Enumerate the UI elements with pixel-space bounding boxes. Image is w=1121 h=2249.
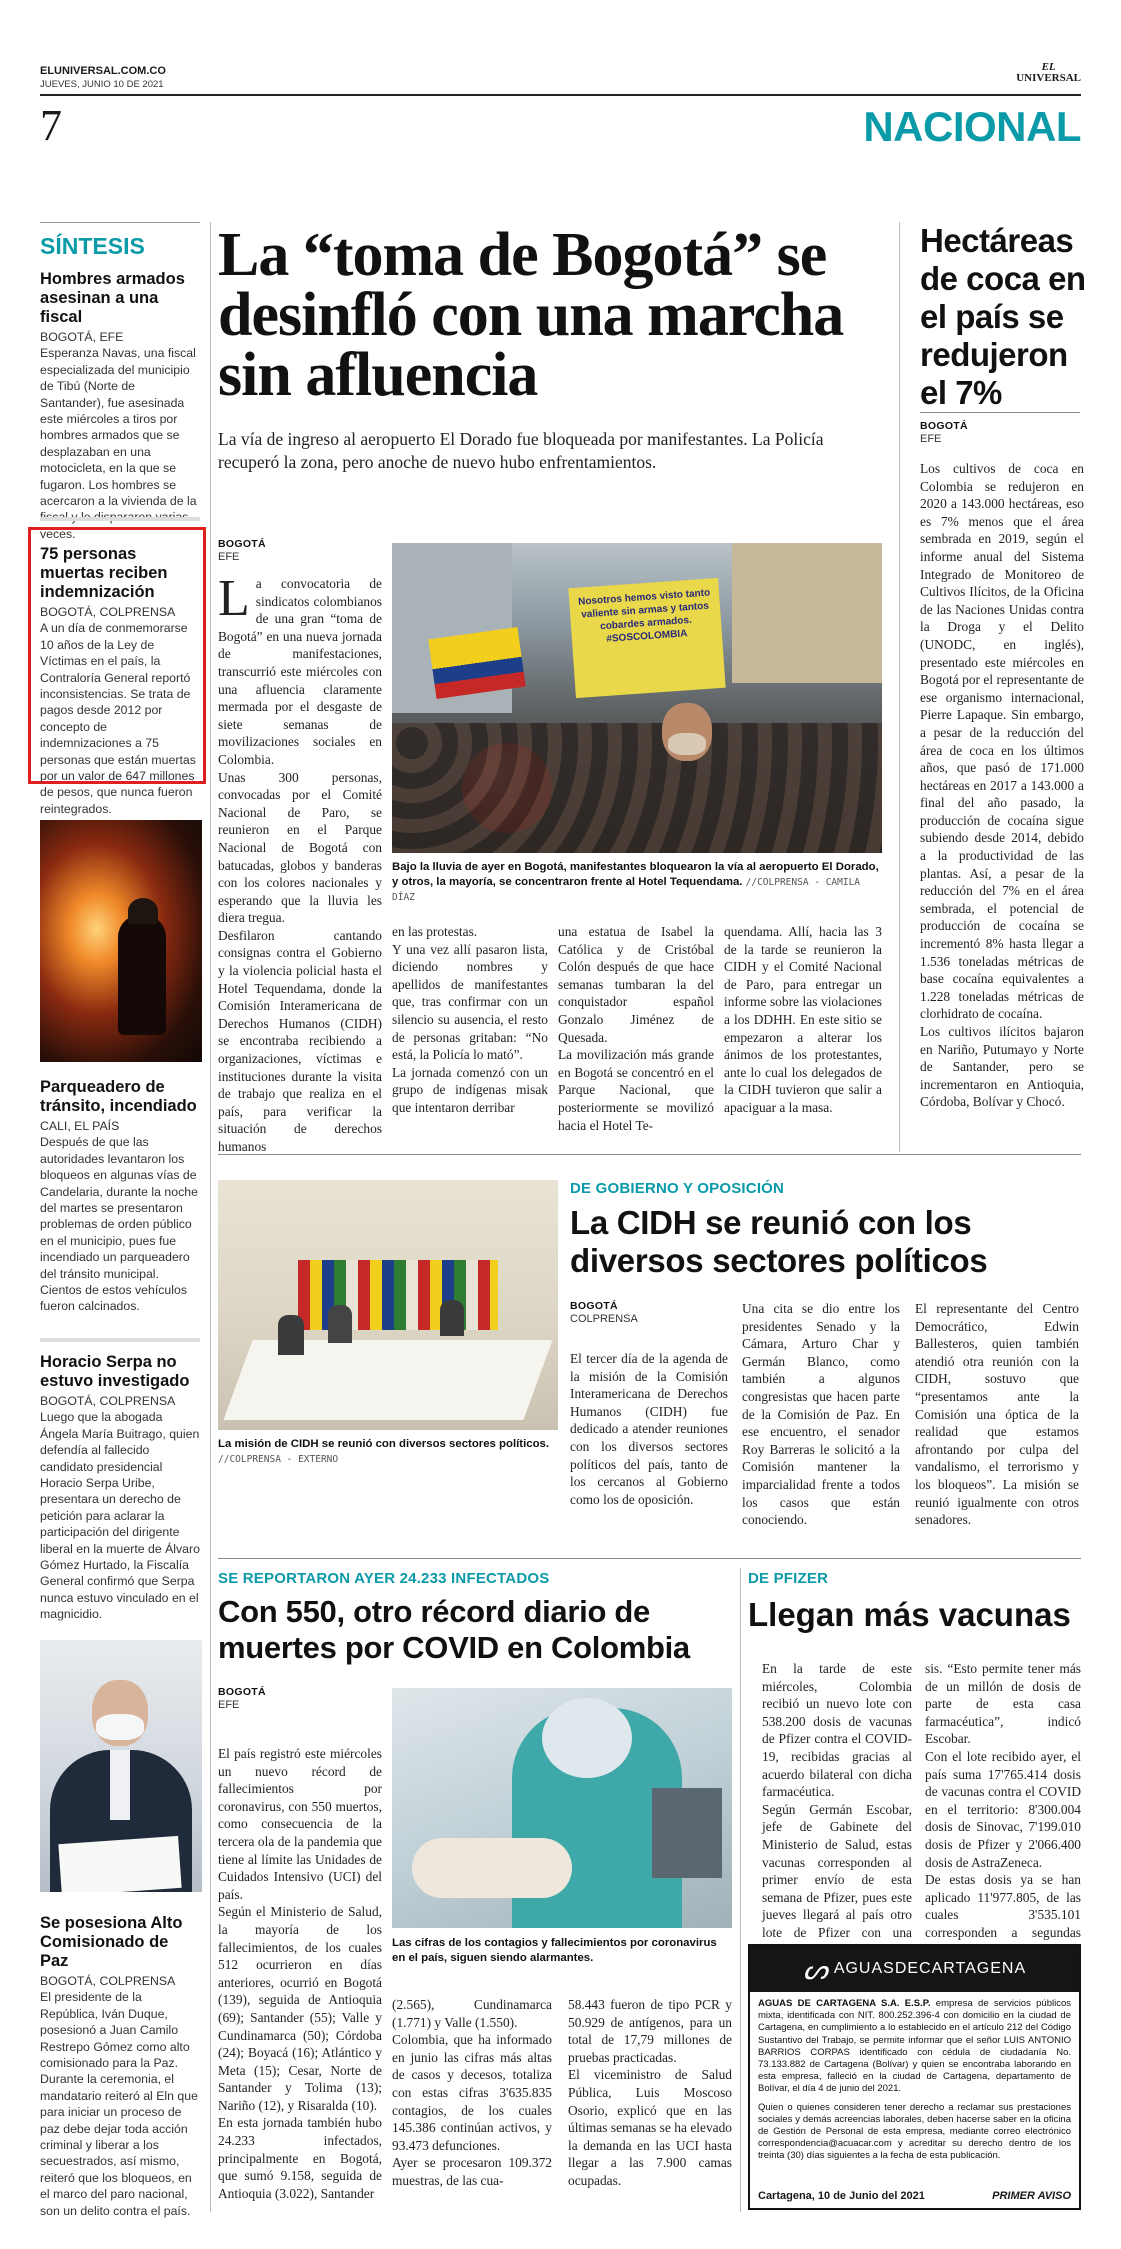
pfizer-headline[interactable]: Llegan más vacunas (748, 1596, 1071, 1633)
sintesis-label: SÍNTESIS (40, 233, 145, 259)
ad-brand: AGUASDECARTAGENA (833, 1960, 1027, 1977)
byline-city: BOGOTÁ (218, 1686, 266, 1698)
masthead-site[interactable]: ELUNIVERSAL.COM.CO (40, 65, 166, 77)
byline-agency: COLPRENSA (570, 1313, 638, 1325)
ad-company: AGUAS DE CARTAGENA S.A. E.S.P. (758, 1998, 931, 2009)
sintesis-item-text: El presidente de la República, Iván Duque, posesionó a Juan Camilo Restrepo Gómez como alto comisionado para la Paz. Durante la ceremonia, el mandatario reiteró al Eln que para iniciar un proceso de paz debe dejar toda acción criminal y liberar a los secuestrados, así mismo, reiteró que los bloqueos, en el marco del paro nacional, son un delito contra el país. (40, 1990, 198, 2218)
column-divider (210, 222, 211, 2212)
covid-byline (218, 1686, 266, 1712)
cidh-byline (570, 1300, 638, 1326)
sintesis-item (40, 270, 200, 542)
byline-city: BOGOTÁ (920, 420, 968, 432)
protester-mask (668, 733, 706, 755)
flag (428, 627, 525, 699)
sintesis-item-source: BOGOTÁ, COLPRENSA (40, 605, 176, 619)
sintesis-item-source: BOGOTÁ, COLPRENSA (40, 1394, 176, 1408)
sintesis-item-text: Luego que la abogada Ángela María Buitrago, quien defendía al fallecido candidato presidencial Horacio Serpa Uribe, presentara un derecho de petición para aclarar la participación del dirigente liberal en la muerte de Álvaro Gómez Hurtado, la Fiscalía General confirmó que Serpa nunca estuvo vinculado en el magnicidio. (40, 1410, 200, 1622)
crowd (392, 723, 882, 853)
lead-headline[interactable]: La “toma de Bogotá” se desinfló con una marcha sin afluencia (218, 221, 844, 409)
cidh-col-1: El tercer día de la agenda de la misión de la Comisión Interamericana de Derechos Humanos (CIDH) fue dedicado a atender reuniones con los diversos sectores políticos del país, tanto de los cercanos al Gobierno como los de oposición. (570, 1351, 728, 1507)
cidh-kicker: DE GOBIERNO Y OPOSICIÓN (570, 1180, 785, 1197)
byline-city: BOGOTÁ (570, 1300, 618, 1312)
fire-photo (40, 820, 202, 1062)
coca-text: Los cultivos de coca en Colombia se redujeron en 2020 a 143.000 hectáreas, eso es 7% menos que el área sembrada en 2019, según el informe anual del Sistema Integrado de Monitoreo de Cultivos Ilícitos, de la Oficina de las Naciones Unidas contra la Droga y el Delito (UNODC, en inglés), presentado este miércoles en Bogotá por el representante de ese organismo internacional, Pierre Lapaque. Sin embargo, a pesar de la reducción del área de coca en los últimos años, que pasó de 171.000 hectáreas en 2017 a 143.000 a final del año pasado, la producción de cocaína sigue subiendo desde 2014, debido a la productividad de las plantas. Así, a pesar de la reducción del 7% en el área sembrada, el potencial de producción de cocaína se incrementó 8% hasta llegar a 1.536 toneladas métricas de base cocaína equivalentes a 1.228 toneladas métricas de clorhidrato de cocaína. Los cultivos ilícitos bajaron en Nariño, Putumayo y Norte de Santander, pero se incrementaron en Antioquia, Córdoba, Bolívar y Chocó. (920, 461, 1084, 1110)
dropcap: L (218, 570, 250, 627)
logo-top: EL (1041, 61, 1056, 73)
sintesis-item-text: Después de que las autoridades levantaron los bloqueos en algunas vías de Candelaria, durante la noche del martes se presentaron problemas de orden público en el municipio, pues fue incendiado un parqueadero del tránsito municipal. Cientos de estos vehículos fueron calcinados. (40, 1135, 198, 1314)
column-divider (740, 1568, 741, 2212)
protest-photo (392, 543, 882, 853)
sintesis-item (40, 1078, 200, 1315)
masthead-rule (40, 94, 1081, 96)
section-rule (218, 1558, 1081, 1559)
lead-photo-caption (392, 860, 882, 905)
covid-kicker: SE REPORTARON AYER 24.233 INFECTADOS (218, 1570, 550, 1587)
byline-city: BOGOTÁ (218, 538, 266, 550)
section-rule (218, 1154, 1081, 1155)
covid-col-2: (2.565), Cundinamarca (1.771) y Valle (1.550). Colombia, que ha informado en junio las cifras más altas de casos y decesos, totaliza con estas cifras 3'635.835 contagios, de los cuales 145.386 continúan activos, y 93.473 defunciones. Ayer se procesaron 109.372 muestras, de las cua- (392, 1997, 552, 2188)
sintesis-item-title[interactable]: Hombres armados asesinan a una fiscal (40, 270, 185, 326)
sintesis-item-text: Esperanza Navas, una fiscal especializada del municipio de Tibú (Norte de Santander), fue asesinada este miércoles a tiros por hombres armados que se desplazaban en una motocicleta, en la que se fugaron. Los hombres se acercaron a la vivienda de la veces. (40, 346, 197, 541)
conference-table (223, 1340, 552, 1420)
ad-notice: PRIMER AVISO (992, 2190, 1071, 2202)
sintesis-item (40, 545, 200, 817)
section-title: NACIONAL (863, 103, 1081, 150)
lead-col-2: en las protestas. Y una vez allí pasaron lista, diciendo nombres y apellidos de manifestantes que, tras confirmar con un silencio su ausencia, el resto de personas gritaban: “No está, la Policía lo mató”. La jornada comenzó con un grupo de indígenas misak que intentaron derribar (392, 924, 548, 1115)
byline-agency: EFE (218, 1699, 240, 1711)
sintesis-item-text: A un día de conmemorarse 10 años de la Ley de Víctimas en el país, la Contraloría General reportó inconsistencias. Se trata de pagos desde 2012 por concepto de indemnizaciones a 75 personas que están muertas por un valor de 647 millones de pesos, que nunca fueron reintegrados. (40, 621, 196, 816)
cidh-col-2: Una cita se dio entre los presidentes Senado y la Cámara, Arturo Char y Germán Blanco, como también a algunos congresistas que hacen parte de la Comisión de Paz. En ese encuentro, el senador Roy Barreras le solicitó a la Comisión mantener la imparcialidad frente a todos los casos que están conociendo. (742, 1301, 900, 1528)
ad-body-2: Quien o quienes consideren tener derecho a reclamar sus prestaciones sociales y demás acreencias laborales, deben hacerse saber en la oficina de Gestión de Personal de esta empresa, mediante correo electrónico correspondencia@acuacar.com y acreditar su derecho dentro de los treinta (30) días siguientes a la fecha de esta publicación. (758, 2101, 1071, 2162)
lead-col-1-text: a convocatoria de sindicatos colombianos de una gran “toma de Bogotá” en una nueva jornada de manifestaciones, transcurrió este miércoles con una afluencia claramente mermada por el desgaste de siete semanas de movilizaciones sociales en Colombia. Unas 300 personas, convocadas por el Comité Nacional de Paro, se reunieron en el Parque Nacional de Bogotá con batucadas, globos y banderas con los colores nacionales y esperando que la lluvia les diera tregua. Desfilaron cantando consignas contra el Gobierno y la violencia policial hasta el Hotel Tequendama, donde la Comisión Interamericana de Derechos Humanos (CIDH) se encontraba recibiendo a organizaciones, víctimas e instituciones durante la visita de trabajo que realiza en el país, para verificar la situación de derechos humanos (218, 576, 382, 1154)
ad-brand-banner (750, 1946, 1079, 1992)
masthead-logo[interactable] (1016, 62, 1081, 84)
masthead-date: JUEVES, JUNIO 10 DE 2021 (40, 79, 164, 90)
lead-col-3: una estatua de Isabel la Católica y de Cristóbal Colón después de que hace semanas tumbaran la del conquistador español Gonzalo Jiménez de Quesada. La movilización más grande en Bogotá se concentró en el Parque Nacional, que posteriormente se movilizó hacia el Hotel Te- (558, 924, 714, 1133)
cidh-photo (218, 1180, 558, 1430)
page-number: 7 (40, 101, 62, 150)
patient (412, 1838, 572, 1898)
covid-photo (392, 1688, 732, 1928)
covid-photo-caption: Las cifras de los contagios y fallecimientos por coronavirus en el país, siguen siendo alarmantes. (392, 1937, 717, 1964)
byline-agency: EFE (218, 551, 240, 563)
protest-sign (568, 578, 725, 698)
lead-byline (218, 538, 266, 564)
byline-agency: EFE (920, 433, 942, 445)
attendee (278, 1315, 304, 1355)
coca-rule (920, 412, 1080, 413)
ad-date: Cartagena, 10 de Junio del 2021 (758, 2190, 925, 2202)
pfizer-col-2: sis. “Esto permite tener más de un millón de dosis de parte de esta casa farmacéutica”, indicó Escobar. Con el lote recibido ayer, el país suma 17'765.414 dosis de vacunas contra el COVID en el territorio: 8'300.004 dosis de Sinovac, 7'199.010 dosis de Pfizer y 2'066.400 dosis de AstraZeneca. De estas dosis ya se han aplicado 11'977.805, de las cuales 3'535.101 corresponden a segundas (925, 1661, 1081, 1940)
protest-sign-text: Nosotros hemos visto tanto valiente sin armas y tantos cobardes armados. #SOSCOLOMBIA (577, 587, 711, 645)
building-right (732, 543, 882, 683)
commissioner-photo (40, 1640, 202, 1892)
medical-equipment (652, 1788, 722, 1878)
cidh-photo-caption (218, 1437, 558, 1467)
logo-bottom: UNIVERSAL (1016, 72, 1081, 84)
cidh-photo-credit: //COLPRENSA - EXTERNO (218, 1454, 339, 1465)
cidh-col-3: El representante del Centro Democrático, Edwin Ballesteros, quien también atendió otra reunión con la CIDH, sostuvo que “presentamos ante la Comisión una óptica de la realidad que estamos afrontando por culpa del vandalismo, el terrorismo y los bloqueos”. La misión se reunió igualmente con otros senadores. (915, 1301, 1079, 1528)
covid-col-1: El país registró este miércoles un nuevo récord de fallecimientos por coronavirus, con 550 muertos, como consecuencia de la tercera ola de la pandemia que tiene al límite las Unidades de Cuidados Intensivo (UCI) del país. Según el Ministerio de Salud, la mayoría de los fallecimientos, de los cuales 512 ocurrieron en días anteriores, ocurrió en Bogotá (139), seguida de Antioquia (69); Santander (55); Valle y Cundinamarca (50); Córdoba (24); Boyacá (16); Atlántico y Meta (15); Cesar, Norte de Santander y Tolima (13); Nariño (12), y Risaralda (10). En esta jornada también hubo 24.233 infectados, principalmente en Bogotá, que sumó 9.158, seguida de Antioquia (3.022), Santander (218, 1746, 382, 2201)
sintesis-item (40, 1914, 200, 2219)
sidebar-divider (40, 517, 200, 521)
lead-col-1 (218, 570, 382, 1156)
lead-deck: La vía de ingreso al aeropuerto El Dorado fue bloqueada por manifestantes. La Policía recuperó la zona, pero anoche de nuevo hubo enfrentamientos. (218, 429, 824, 472)
firefighter-silhouette (118, 915, 166, 1035)
coca-byline (920, 420, 968, 446)
column-divider (899, 222, 900, 1152)
portrait-mask (96, 1714, 144, 1740)
sintesis-item-title[interactable]: Se posesiona Alto Comisionado de Paz (40, 1914, 183, 1970)
aguas-ad[interactable] (748, 1944, 1081, 2210)
sintesis-item-title[interactable]: Horacio Serpa no estuvo investigado (40, 1353, 190, 1390)
firefighter-helmet (128, 898, 158, 924)
sintesis-item (40, 1353, 200, 1623)
medic-hood (542, 1698, 632, 1778)
attendee (440, 1300, 464, 1336)
cidh-headline[interactable]: La CIDH se reunió con los diversos sectores políticos (570, 1204, 988, 1279)
pfizer-col-1: En la tarde de este miércoles, Colombia recibió un nuevo lote con 538.200 dosis de vacunas de Pfizer contra el COVID-19, recibidas gracias al acuerdo bilateral con dicha farmacéutica. Según Germán Escobar, jefe de Gabinete del Ministerio de Salud, estas vacunas corresponden al primer envío de esta semana de Pfizer, pues este jueves llegará al país otro lote de Pfizer con una (762, 1661, 912, 1940)
sintesis-item-source: BOGOTÁ, COLPRENSA (40, 1974, 176, 1988)
portrait-shirt (110, 1750, 130, 1820)
lead-photo-credit: //COLPRENSA - CAMILA DÍAZ (392, 877, 861, 903)
covid-col-3: 58.443 fueron de tipo PCR y 50.929 de antígenos, para un total de 17,79 millones de pruebas practicadas. El viceministro de Salud Pública, Luis Moscoso Osorio, explicó que en las últimas semanas se ha elevado la demanda en las UCI hasta llegar a las 7.900 camas ocupadas. (568, 1997, 732, 2188)
coca-headline[interactable]: Hectáreas de coca en el país se redujeron el 7% (920, 222, 1086, 411)
lead-caption-text: Bajo la lluvia de ayer en Bogotá, manifestantes bloquearon la vía al aeropuerto El Dorado, y otros, la mayoría, se concentraron frente al Hotel Tequendama. (392, 861, 879, 888)
sintesis-item-source: CALI, EL PAÍS (40, 1119, 120, 1133)
lead-col-4: quendama. Allí, hacia las 3 de la tarde se reunieron la CIDH y el Comité Nacional de Paro, para entregar un informe sobre las violaciones a los DDHH. En este sitio se empezaron a alterar los ánimos de los protestantes, ante lo cual los delegados de la CIDH tuvieron que salir a apaciguar a la masa. (724, 924, 882, 1115)
sintesis-item-source: BOGOTÁ, EFE (40, 330, 124, 344)
portrait-document (58, 1836, 181, 1892)
sidebar-top-rule (40, 222, 200, 223)
ad-body (750, 1992, 1079, 2096)
pfizer-kicker: DE PFIZER (748, 1570, 829, 1587)
sidebar-divider (40, 1338, 200, 1342)
cidh-caption-text: La misión de CIDH se reunió con diversos sectores políticos. (218, 1438, 550, 1450)
wave-logo-icon: ᔕ (802, 1953, 828, 1985)
ad-body-text: empresa de servicios públicos mixta, identificada con NIT. 800.252.396-4 con domicilio en la ciudad de Cartagena, en cumplimiento a lo establecido en el artículo 212 del Código Sustantivo del Trabajo, se permite informar que el señor LUIS ANTONIO BARRIOS CORPAS identificado con cédula de ciudadanía No. 73.133.882 de Cartagena (Bolívar) y quien se encontraba laborando en esta empresa, falleció en la ciudad de Cartagena, departamento de Bolívar, el día 4 de junio del 2021. (758, 1998, 1071, 2095)
ad-footer (758, 2190, 1071, 2202)
sintesis-item-title[interactable]: Parqueadero de tránsito, incendiado (40, 1078, 197, 1115)
covid-headline[interactable]: Con 550, otro récord diario de muertes por COVID en Colombia (218, 1594, 690, 1665)
sintesis-item-title[interactable]: 75 personas muertas reciben indemnización (40, 545, 168, 601)
attendee (328, 1305, 352, 1343)
